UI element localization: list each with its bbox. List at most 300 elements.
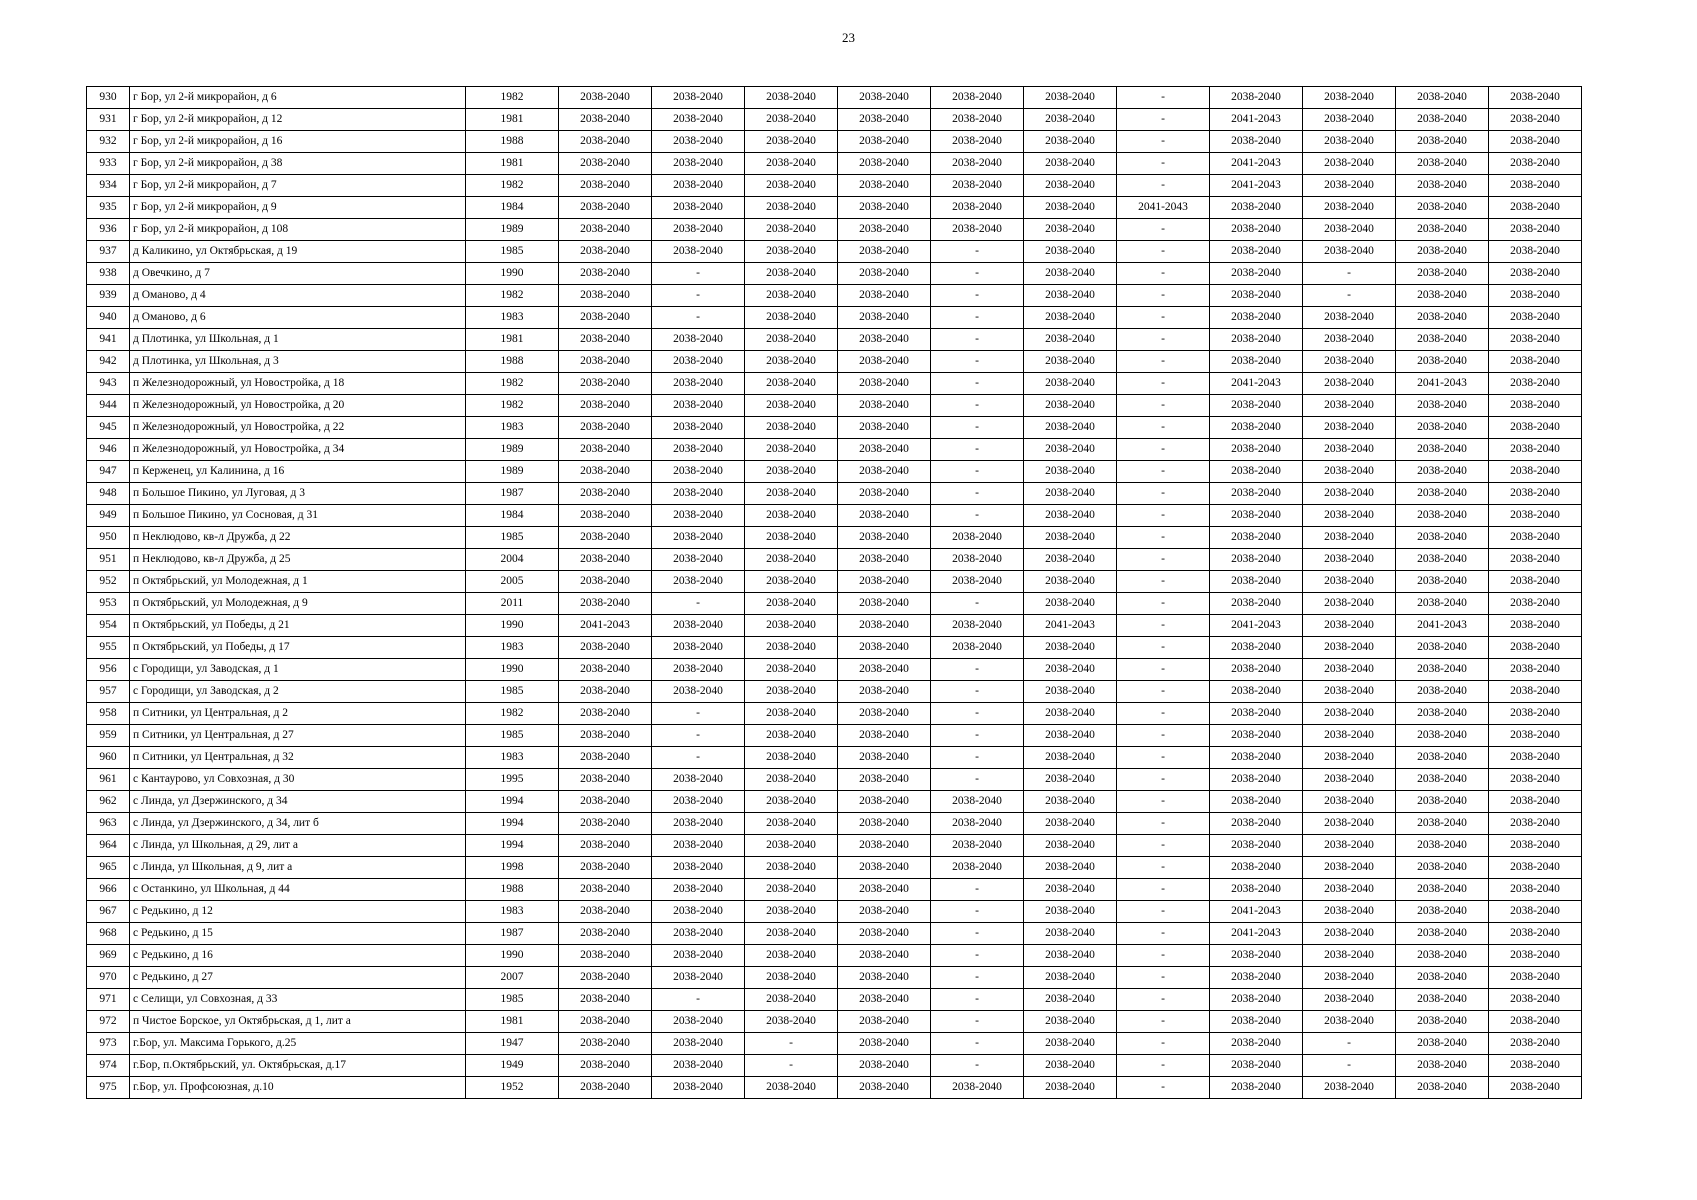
year-cell: 2004 xyxy=(466,549,559,571)
period-cell: 2038-2040 xyxy=(1210,1033,1303,1055)
period-cell: 2038-2040 xyxy=(745,483,838,505)
period-cell: 2038-2040 xyxy=(1396,1011,1489,1033)
period-cell: 2038-2040 xyxy=(559,659,652,681)
period-cell: 2038-2040 xyxy=(745,725,838,747)
period-cell: - xyxy=(1117,835,1210,857)
year-cell: 1982 xyxy=(466,373,559,395)
period-cell: 2038-2040 xyxy=(1303,549,1396,571)
address-cell: г.Бор, п.Октябрьский, ул. Октябрьская, д.17 xyxy=(130,1055,466,1077)
table-row xyxy=(87,439,1582,461)
page-number: 23 xyxy=(842,30,855,45)
period-cell: 2038-2040 xyxy=(745,505,838,527)
period-cell: - xyxy=(1117,769,1210,791)
period-cell: 2038-2040 xyxy=(559,417,652,439)
period-cell: 2038-2040 xyxy=(1396,109,1489,131)
address-cell: п Октябрьский, ул Молодежная, д 9 xyxy=(130,593,466,615)
table-row xyxy=(87,417,1582,439)
row-number-cell: 946 xyxy=(87,439,130,461)
row-number-cell: 951 xyxy=(87,549,130,571)
table-row xyxy=(87,747,1582,769)
table-row xyxy=(87,329,1582,351)
period-cell: - xyxy=(745,1033,838,1055)
period-cell: 2038-2040 xyxy=(1210,593,1303,615)
period-cell: - xyxy=(652,307,745,329)
table-row xyxy=(87,835,1582,857)
table-row xyxy=(87,351,1582,373)
period-cell: 2038-2040 xyxy=(1396,901,1489,923)
period-cell: 2038-2040 xyxy=(1024,1055,1117,1077)
period-cell: 2038-2040 xyxy=(1303,87,1396,109)
period-cell: - xyxy=(1117,659,1210,681)
period-cell: 2038-2040 xyxy=(1024,791,1117,813)
year-cell: 1981 xyxy=(466,153,559,175)
period-cell: 2038-2040 xyxy=(745,197,838,219)
table-row xyxy=(87,483,1582,505)
period-cell: - xyxy=(1117,879,1210,901)
period-cell: 2038-2040 xyxy=(1210,329,1303,351)
period-cell: 2038-2040 xyxy=(559,879,652,901)
period-cell: 2038-2040 xyxy=(1489,1077,1582,1099)
period-cell: 2038-2040 xyxy=(1396,263,1489,285)
address-cell: г.Бор, ул. Максима Горького, д.25 xyxy=(130,1033,466,1055)
period-cell: 2038-2040 xyxy=(559,923,652,945)
period-cell: 2038-2040 xyxy=(1489,461,1582,483)
period-cell: 2038-2040 xyxy=(652,483,745,505)
period-cell: 2038-2040 xyxy=(1024,373,1117,395)
period-cell: 2038-2040 xyxy=(745,131,838,153)
period-cell: 2038-2040 xyxy=(931,615,1024,637)
period-cell: 2038-2040 xyxy=(652,219,745,241)
year-cell: 1983 xyxy=(466,307,559,329)
table-row xyxy=(87,967,1582,989)
period-cell: 2038-2040 xyxy=(838,857,931,879)
period-cell: - xyxy=(1117,153,1210,175)
period-cell: 2038-2040 xyxy=(1210,351,1303,373)
period-cell: 2038-2040 xyxy=(559,857,652,879)
period-cell: 2038-2040 xyxy=(559,769,652,791)
period-cell: 2038-2040 xyxy=(1396,791,1489,813)
year-cell: 1985 xyxy=(466,241,559,263)
period-cell: 2038-2040 xyxy=(745,1011,838,1033)
period-cell: - xyxy=(931,747,1024,769)
period-cell: 2038-2040 xyxy=(931,131,1024,153)
period-cell: 2038-2040 xyxy=(652,417,745,439)
address-cell: п Железнодорожный, ул Новостройка, д 20 xyxy=(130,395,466,417)
period-cell: - xyxy=(931,395,1024,417)
period-cell: - xyxy=(1117,241,1210,263)
period-cell: 2041-2043 xyxy=(1024,615,1117,637)
period-cell: 2038-2040 xyxy=(745,901,838,923)
period-cell: 2038-2040 xyxy=(652,1011,745,1033)
period-cell: - xyxy=(1117,373,1210,395)
period-cell: 2038-2040 xyxy=(1303,505,1396,527)
period-cell: - xyxy=(1117,989,1210,1011)
period-cell: 2038-2040 xyxy=(1489,923,1582,945)
period-cell: 2038-2040 xyxy=(1396,395,1489,417)
period-cell: 2038-2040 xyxy=(652,1055,745,1077)
period-cell: 2038-2040 xyxy=(1396,769,1489,791)
address-cell: д Плотинка, ул Школьная, д 1 xyxy=(130,329,466,351)
address-cell: п Железнодорожный, ул Новостройка, д 18 xyxy=(130,373,466,395)
period-cell: 2038-2040 xyxy=(1303,417,1396,439)
table-row xyxy=(87,527,1582,549)
period-cell: - xyxy=(1117,1077,1210,1099)
period-cell: 2041-2043 xyxy=(1117,197,1210,219)
address-cell: с Кантаурово, ул Совхозная, д 30 xyxy=(130,769,466,791)
period-cell: - xyxy=(931,241,1024,263)
address-cell: д Овечкино, д 7 xyxy=(130,263,466,285)
period-cell: 2038-2040 xyxy=(559,131,652,153)
year-cell: 1989 xyxy=(466,461,559,483)
year-cell: 1983 xyxy=(466,747,559,769)
period-cell: - xyxy=(1117,747,1210,769)
period-cell: 2038-2040 xyxy=(745,857,838,879)
period-cell: 2041-2043 xyxy=(559,615,652,637)
row-number-cell: 974 xyxy=(87,1055,130,1077)
period-cell: 2038-2040 xyxy=(838,769,931,791)
period-cell: 2038-2040 xyxy=(1489,857,1582,879)
period-cell: 2038-2040 xyxy=(1024,329,1117,351)
period-cell: 2038-2040 xyxy=(559,703,652,725)
table-row xyxy=(87,263,1582,285)
period-cell: 2038-2040 xyxy=(1210,989,1303,1011)
row-number-cell: 957 xyxy=(87,681,130,703)
period-cell: 2038-2040 xyxy=(838,637,931,659)
period-cell: 2038-2040 xyxy=(1303,857,1396,879)
period-cell: 2038-2040 xyxy=(1210,505,1303,527)
period-cell: 2038-2040 xyxy=(1210,87,1303,109)
period-cell: - xyxy=(931,681,1024,703)
row-number-cell: 930 xyxy=(87,87,130,109)
period-cell: 2038-2040 xyxy=(1303,571,1396,593)
period-cell: 2038-2040 xyxy=(1489,813,1582,835)
address-cell: п Октябрьский, ул Молодежная, д 1 xyxy=(130,571,466,593)
year-cell: 1982 xyxy=(466,87,559,109)
period-cell: 2038-2040 xyxy=(652,571,745,593)
period-cell: 2038-2040 xyxy=(1024,857,1117,879)
period-cell: - xyxy=(1117,505,1210,527)
year-cell: 1985 xyxy=(466,725,559,747)
address-cell: с Линда, ул Школьная, д 29, лит а xyxy=(130,835,466,857)
period-cell: 2038-2040 xyxy=(1210,527,1303,549)
period-cell: 2038-2040 xyxy=(1489,483,1582,505)
table-row xyxy=(87,131,1582,153)
table-row xyxy=(87,87,1582,109)
row-number-cell: 943 xyxy=(87,373,130,395)
period-cell: - xyxy=(1117,725,1210,747)
period-cell: 2038-2040 xyxy=(1303,923,1396,945)
period-cell: 2038-2040 xyxy=(652,439,745,461)
period-cell: - xyxy=(1117,1055,1210,1077)
table-row xyxy=(87,813,1582,835)
period-cell: 2038-2040 xyxy=(1303,769,1396,791)
year-cell: 1990 xyxy=(466,263,559,285)
period-cell: 2038-2040 xyxy=(652,351,745,373)
period-cell: - xyxy=(1117,703,1210,725)
table-row xyxy=(87,1011,1582,1033)
period-cell: 2038-2040 xyxy=(559,681,652,703)
period-cell: 2038-2040 xyxy=(838,923,931,945)
period-cell: 2038-2040 xyxy=(838,175,931,197)
period-cell: 2038-2040 xyxy=(838,725,931,747)
year-cell: 1994 xyxy=(466,835,559,857)
period-cell: 2038-2040 xyxy=(1024,593,1117,615)
period-cell: 2038-2040 xyxy=(1024,637,1117,659)
period-cell: - xyxy=(1117,813,1210,835)
period-cell: 2038-2040 xyxy=(1210,681,1303,703)
year-cell: 1994 xyxy=(466,813,559,835)
period-cell: 2038-2040 xyxy=(1024,417,1117,439)
period-cell: 2038-2040 xyxy=(559,1033,652,1055)
row-number-cell: 950 xyxy=(87,527,130,549)
period-cell: - xyxy=(652,989,745,1011)
table-row xyxy=(87,923,1582,945)
period-cell: - xyxy=(931,461,1024,483)
table-row xyxy=(87,1077,1582,1099)
year-cell: 1952 xyxy=(466,1077,559,1099)
period-cell: 2038-2040 xyxy=(745,879,838,901)
period-cell: - xyxy=(1117,395,1210,417)
period-cell: 2038-2040 xyxy=(1396,1077,1489,1099)
period-cell: 2038-2040 xyxy=(1489,285,1582,307)
period-cell: 2038-2040 xyxy=(1303,439,1396,461)
period-cell: - xyxy=(931,329,1024,351)
period-cell: 2038-2040 xyxy=(1396,285,1489,307)
address-cell: п Железнодорожный, ул Новостройка, д 34 xyxy=(130,439,466,461)
period-cell: 2038-2040 xyxy=(1396,329,1489,351)
period-cell: 2038-2040 xyxy=(1210,197,1303,219)
year-cell: 1984 xyxy=(466,197,559,219)
period-cell: - xyxy=(1117,461,1210,483)
period-cell: 2038-2040 xyxy=(1024,1077,1117,1099)
period-cell: - xyxy=(1117,439,1210,461)
period-cell: 2038-2040 xyxy=(1024,549,1117,571)
period-cell: 2038-2040 xyxy=(1489,197,1582,219)
period-cell: 2038-2040 xyxy=(1303,989,1396,1011)
period-cell: 2038-2040 xyxy=(1396,461,1489,483)
period-cell: 2038-2040 xyxy=(559,87,652,109)
period-cell: 2038-2040 xyxy=(652,791,745,813)
period-cell: 2038-2040 xyxy=(838,747,931,769)
table-row xyxy=(87,549,1582,571)
period-cell: 2038-2040 xyxy=(1303,395,1396,417)
period-cell: 2038-2040 xyxy=(1396,307,1489,329)
period-cell: 2038-2040 xyxy=(745,175,838,197)
period-cell: 2038-2040 xyxy=(838,329,931,351)
period-cell: 2038-2040 xyxy=(1489,725,1582,747)
period-cell: 2038-2040 xyxy=(1489,373,1582,395)
year-cell: 1990 xyxy=(466,945,559,967)
address-cell: п Ситники, ул Центральная, д 2 xyxy=(130,703,466,725)
period-cell: - xyxy=(931,879,1024,901)
period-cell: 2038-2040 xyxy=(745,923,838,945)
period-cell: 2038-2040 xyxy=(1303,945,1396,967)
address-cell: с Селищи, ул Совхозная, д 33 xyxy=(130,989,466,1011)
period-cell: 2038-2040 xyxy=(931,197,1024,219)
period-cell: 2038-2040 xyxy=(1210,725,1303,747)
period-cell: 2038-2040 xyxy=(931,857,1024,879)
period-cell: - xyxy=(1117,263,1210,285)
period-cell: 2038-2040 xyxy=(559,549,652,571)
row-number-cell: 954 xyxy=(87,615,130,637)
period-cell: 2038-2040 xyxy=(1396,175,1489,197)
row-number-cell: 967 xyxy=(87,901,130,923)
period-cell: 2038-2040 xyxy=(652,197,745,219)
period-cell: 2038-2040 xyxy=(745,549,838,571)
period-cell: - xyxy=(1117,923,1210,945)
period-cell: 2038-2040 xyxy=(652,1077,745,1099)
period-cell: 2038-2040 xyxy=(1489,87,1582,109)
period-cell: 2038-2040 xyxy=(1303,813,1396,835)
year-cell: 1989 xyxy=(466,219,559,241)
period-cell: 2038-2040 xyxy=(1303,593,1396,615)
period-cell: - xyxy=(931,967,1024,989)
table-row xyxy=(87,879,1582,901)
address-cell: г Бор, ул 2-й микрорайон, д 9 xyxy=(130,197,466,219)
period-cell: 2038-2040 xyxy=(1489,747,1582,769)
table-row xyxy=(87,1033,1582,1055)
period-cell: 2038-2040 xyxy=(838,373,931,395)
period-cell: 2038-2040 xyxy=(652,857,745,879)
period-cell: 2038-2040 xyxy=(652,637,745,659)
period-cell: - xyxy=(931,505,1024,527)
period-cell: 2038-2040 xyxy=(1303,1011,1396,1033)
period-cell: 2038-2040 xyxy=(1024,879,1117,901)
period-cell: - xyxy=(931,417,1024,439)
period-cell: 2038-2040 xyxy=(652,681,745,703)
period-cell: 2038-2040 xyxy=(1210,1055,1303,1077)
period-cell: 2038-2040 xyxy=(931,175,1024,197)
table-row xyxy=(87,571,1582,593)
period-cell: 2038-2040 xyxy=(931,637,1024,659)
period-cell: 2038-2040 xyxy=(1396,681,1489,703)
period-cell: 2038-2040 xyxy=(1303,461,1396,483)
period-cell: 2038-2040 xyxy=(745,439,838,461)
period-cell: 2038-2040 xyxy=(838,263,931,285)
period-cell: 2038-2040 xyxy=(1489,989,1582,1011)
period-cell: 2038-2040 xyxy=(559,791,652,813)
period-cell: - xyxy=(1303,1033,1396,1055)
row-number-cell: 948 xyxy=(87,483,130,505)
period-cell: 2038-2040 xyxy=(745,241,838,263)
period-cell: 2038-2040 xyxy=(1303,1077,1396,1099)
period-cell: 2038-2040 xyxy=(745,153,838,175)
period-cell: 2038-2040 xyxy=(559,461,652,483)
period-cell: - xyxy=(931,945,1024,967)
period-cell: 2038-2040 xyxy=(559,373,652,395)
address-cell: г.Бор, ул. Профсоюзная, д.10 xyxy=(130,1077,466,1099)
period-cell: 2041-2043 xyxy=(1210,901,1303,923)
period-cell: 2038-2040 xyxy=(745,461,838,483)
address-cell: п Ситники, ул Центральная, д 27 xyxy=(130,725,466,747)
row-number-cell: 932 xyxy=(87,131,130,153)
table-row xyxy=(87,461,1582,483)
period-cell: - xyxy=(652,593,745,615)
period-cell: 2038-2040 xyxy=(1489,307,1582,329)
period-cell: 2038-2040 xyxy=(652,373,745,395)
period-cell: 2038-2040 xyxy=(559,329,652,351)
period-cell: 2038-2040 xyxy=(838,549,931,571)
period-cell: 2038-2040 xyxy=(1303,681,1396,703)
period-cell: 2038-2040 xyxy=(652,153,745,175)
address-cell: п Большое Пикино, ул Луговая, д 3 xyxy=(130,483,466,505)
period-cell: 2038-2040 xyxy=(1396,527,1489,549)
period-cell: 2038-2040 xyxy=(1210,241,1303,263)
period-cell: 2038-2040 xyxy=(745,791,838,813)
row-number-cell: 966 xyxy=(87,879,130,901)
period-cell: 2038-2040 xyxy=(1210,769,1303,791)
period-cell: - xyxy=(1117,593,1210,615)
period-cell: 2038-2040 xyxy=(652,395,745,417)
period-cell: 2038-2040 xyxy=(559,637,652,659)
period-cell: 2038-2040 xyxy=(838,681,931,703)
address-cell: г Бор, ул 2-й микрорайон, д 38 xyxy=(130,153,466,175)
period-cell: 2038-2040 xyxy=(652,769,745,791)
period-cell: - xyxy=(1303,285,1396,307)
address-cell: с Редькино, д 16 xyxy=(130,945,466,967)
period-cell: 2038-2040 xyxy=(1024,241,1117,263)
row-number-cell: 962 xyxy=(87,791,130,813)
address-cell: п Большое Пикино, ул Сосновая, д 31 xyxy=(130,505,466,527)
period-cell: 2038-2040 xyxy=(1024,945,1117,967)
period-cell: 2038-2040 xyxy=(559,439,652,461)
period-cell: 2038-2040 xyxy=(838,1055,931,1077)
period-cell: 2038-2040 xyxy=(1396,197,1489,219)
period-cell: 2038-2040 xyxy=(559,197,652,219)
address-cell: с Останкино, ул Школьная, д 44 xyxy=(130,879,466,901)
period-cell: 2038-2040 xyxy=(1489,219,1582,241)
period-cell: 2038-2040 xyxy=(1024,901,1117,923)
period-cell: 2038-2040 xyxy=(838,835,931,857)
table-row xyxy=(87,241,1582,263)
period-cell: 2038-2040 xyxy=(1303,659,1396,681)
period-cell: 2038-2040 xyxy=(931,153,1024,175)
period-cell: - xyxy=(1117,967,1210,989)
period-cell: 2038-2040 xyxy=(931,219,1024,241)
period-cell: 2038-2040 xyxy=(1303,153,1396,175)
period-cell: 2038-2040 xyxy=(1489,769,1582,791)
period-cell: - xyxy=(1117,87,1210,109)
period-cell: 2038-2040 xyxy=(1303,747,1396,769)
period-cell: 2038-2040 xyxy=(1024,439,1117,461)
table-row xyxy=(87,373,1582,395)
period-cell: 2038-2040 xyxy=(1396,725,1489,747)
period-cell: 2038-2040 xyxy=(1024,483,1117,505)
period-cell: 2038-2040 xyxy=(838,593,931,615)
period-cell: 2038-2040 xyxy=(1396,417,1489,439)
period-cell: 2038-2040 xyxy=(1024,747,1117,769)
period-cell: 2038-2040 xyxy=(1489,945,1582,967)
year-cell: 1988 xyxy=(466,131,559,153)
period-cell: 2038-2040 xyxy=(1024,835,1117,857)
period-cell: 2038-2040 xyxy=(1303,615,1396,637)
period-cell: 2038-2040 xyxy=(1396,1055,1489,1077)
table-row xyxy=(87,769,1582,791)
period-cell: - xyxy=(931,901,1024,923)
period-cell: - xyxy=(931,725,1024,747)
period-cell: 2038-2040 xyxy=(559,571,652,593)
period-cell: 2038-2040 xyxy=(1303,835,1396,857)
period-cell: 2038-2040 xyxy=(1489,835,1582,857)
table-row xyxy=(87,219,1582,241)
period-cell: 2038-2040 xyxy=(1210,483,1303,505)
period-cell: 2038-2040 xyxy=(559,505,652,527)
period-cell: - xyxy=(1117,637,1210,659)
period-cell: - xyxy=(1117,131,1210,153)
period-cell: 2038-2040 xyxy=(1303,241,1396,263)
row-number-cell: 960 xyxy=(87,747,130,769)
period-cell: 2038-2040 xyxy=(652,175,745,197)
